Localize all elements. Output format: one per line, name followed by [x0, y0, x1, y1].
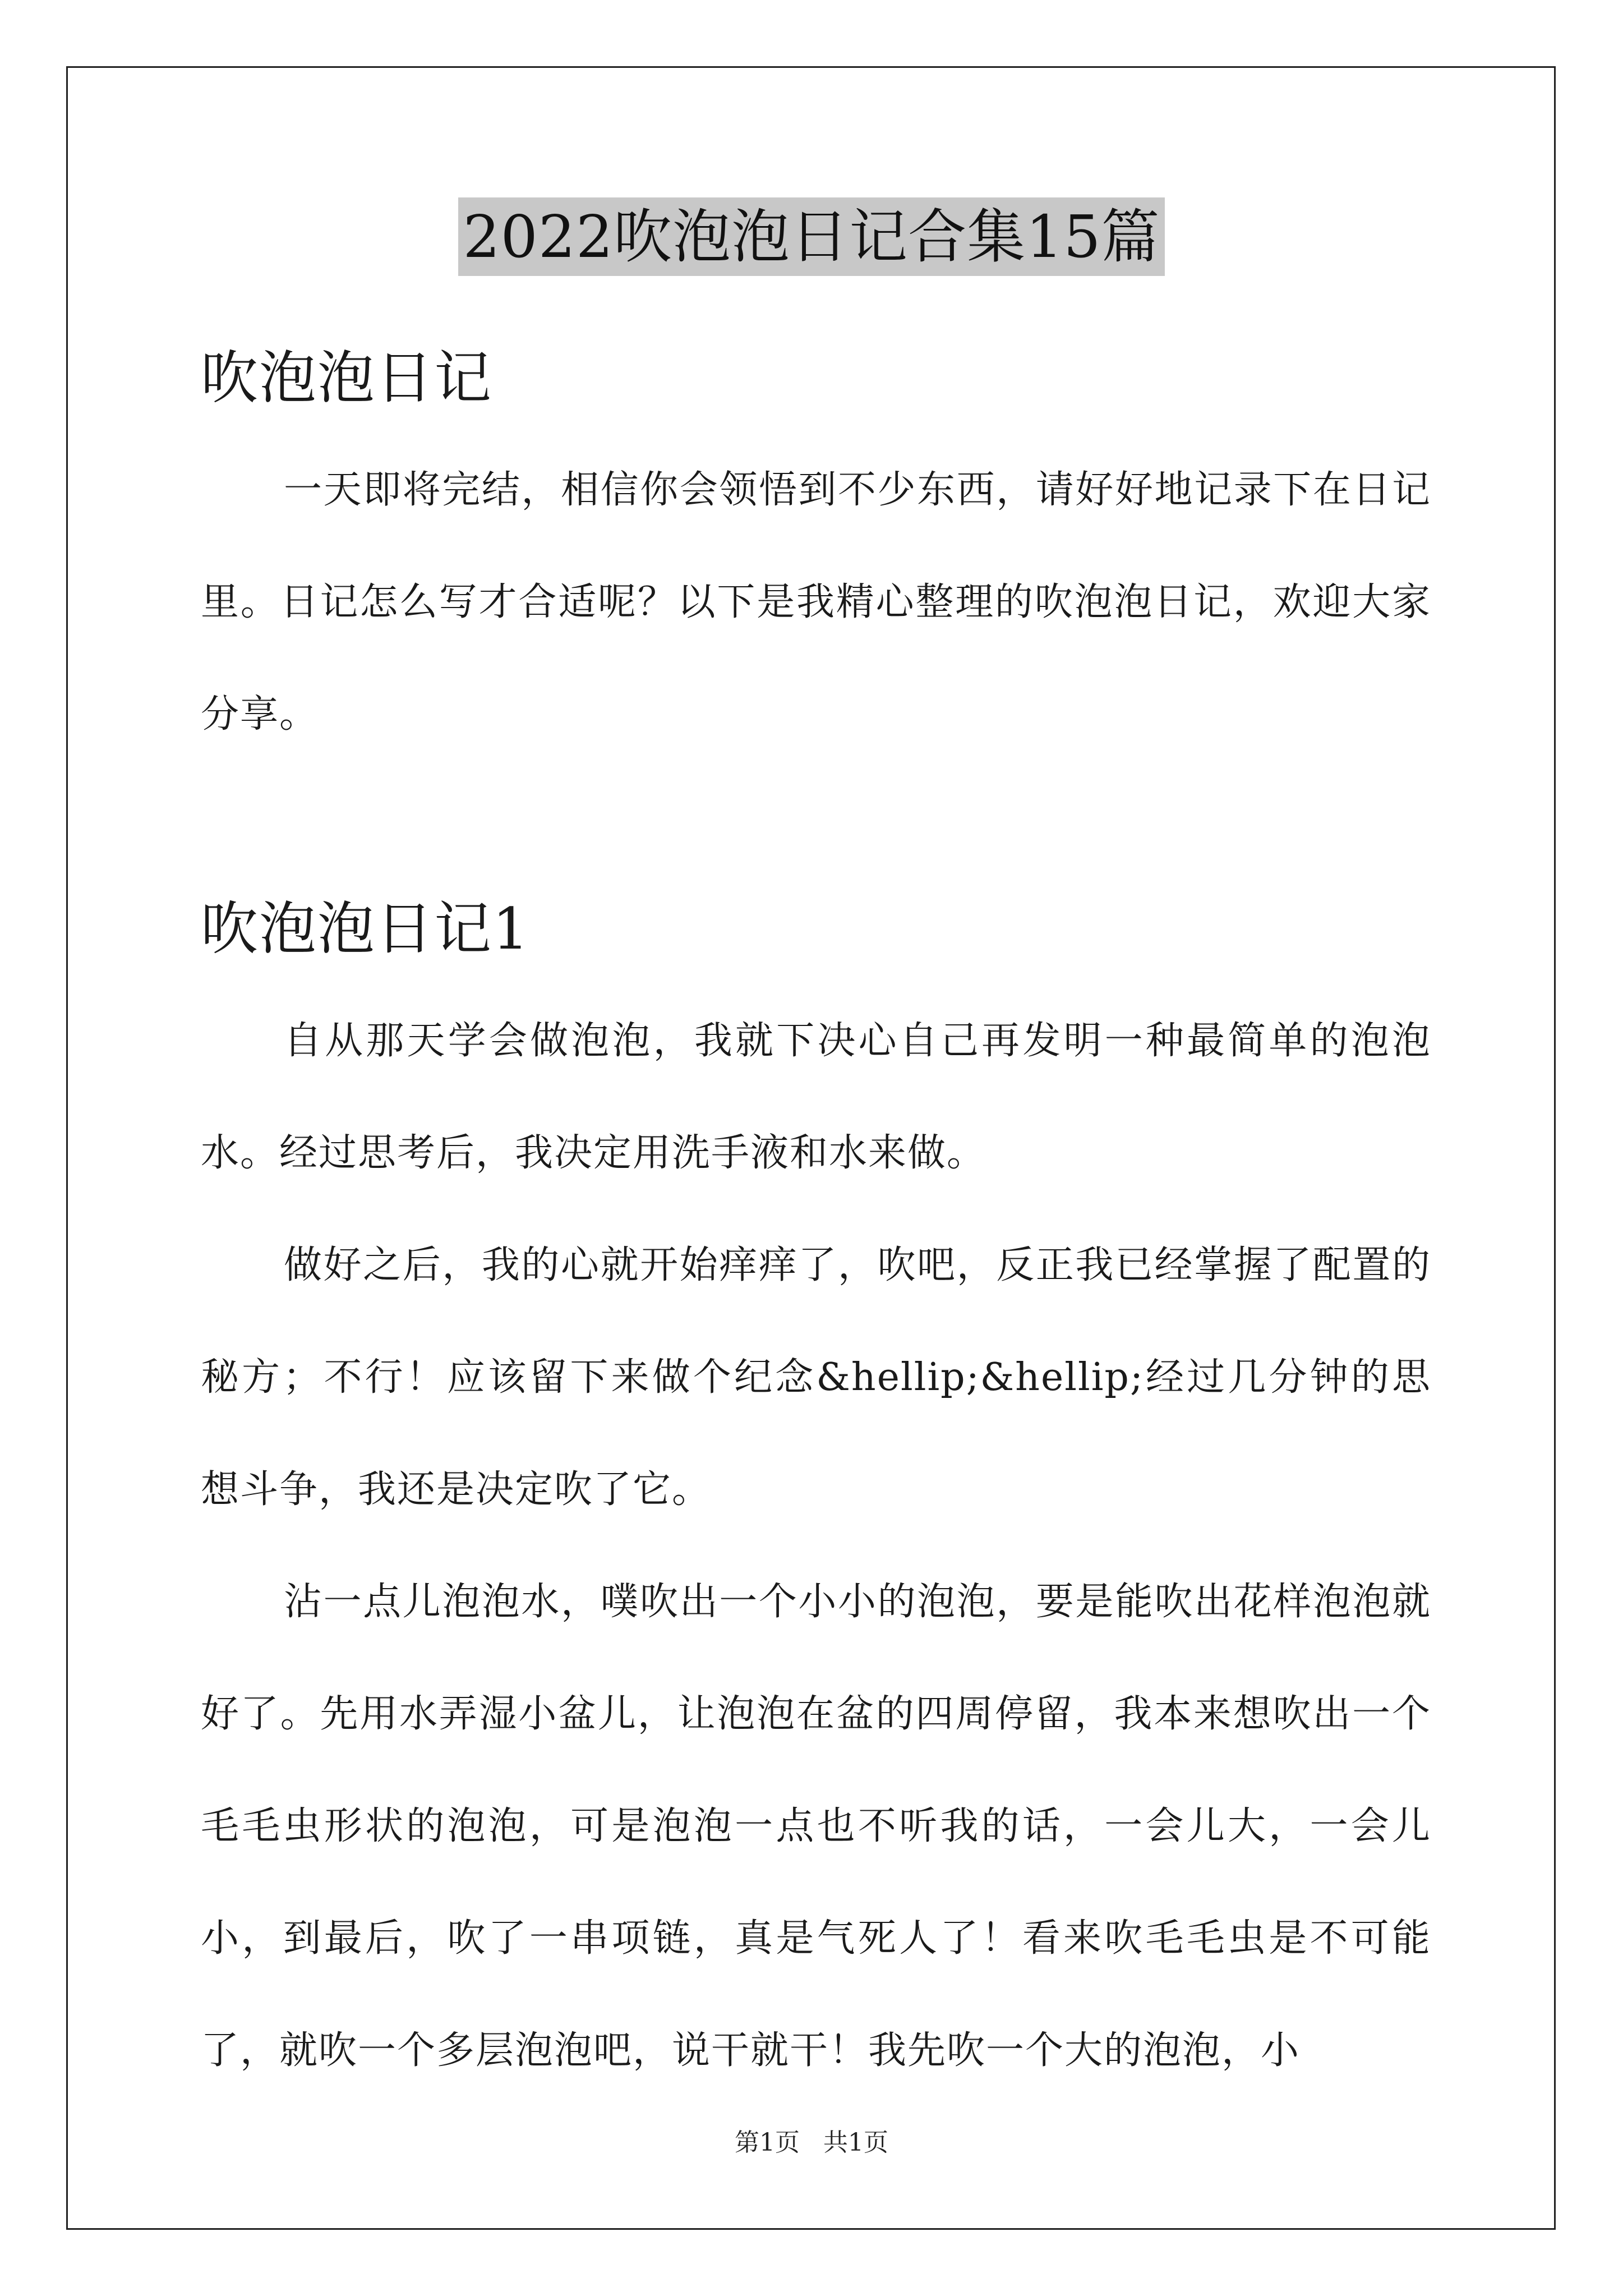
title-container: [0, 197, 1623, 276]
intro-paragraph: 一天即将完结，相信你会领悟到不少东西，请好好地记录下在日记里。日记怎么写才合适呢？以下是我精心整理的吹泡泡日记，欢迎大家分享。: [201, 468, 1431, 737]
diary-1-paragraph-1: 自从那天学会做泡泡，我就下决心自己再发明一种最简单的泡泡水。经过思考后，我决定用洗手液和水来做。: [201, 1019, 1431, 1175]
page-number: 第1页: [735, 2128, 800, 2157]
diary-1-paragraph-2: 做好之后，我的心就开始痒痒了，吹吧，反正我已经掌握了配置的秘方；不行！应该留下来做个纪念&hellip;&hellip;经过几分钟的思想斗争，我还是决定吹了它。: [201, 1243, 1431, 1512]
section-heading-diary-1: 吹泡泡日记1: [201, 896, 530, 963]
document-title: 2022吹泡泡日记合集15篇: [458, 197, 1164, 276]
document-body: [201, 342, 1431, 2107]
page-footer: [0, 2126, 1623, 2160]
diary-1-paragraph-3: 沾一点儿泡泡水，噗吹出一个小小的泡泡，要是能吹出花样泡泡就好了。先用水弄湿小盆儿，让泡泡在盆的四周停留，我本来想吹出一个毛毛虫形状的泡泡，可是泡泡一点也不听我的话，一会儿大，一会儿小，到最后，吹了一串项链，真是气死人了！看来吹毛毛虫是不可能了，就吹一个多层泡泡吧，说干就干！我先吹一个大的泡泡，小: [201, 1580, 1431, 2073]
page-total: 共1页: [823, 2128, 888, 2157]
section-heading-intro: 吹泡泡日记: [201, 345, 492, 412]
footer-spacer: [800, 2128, 823, 2157]
